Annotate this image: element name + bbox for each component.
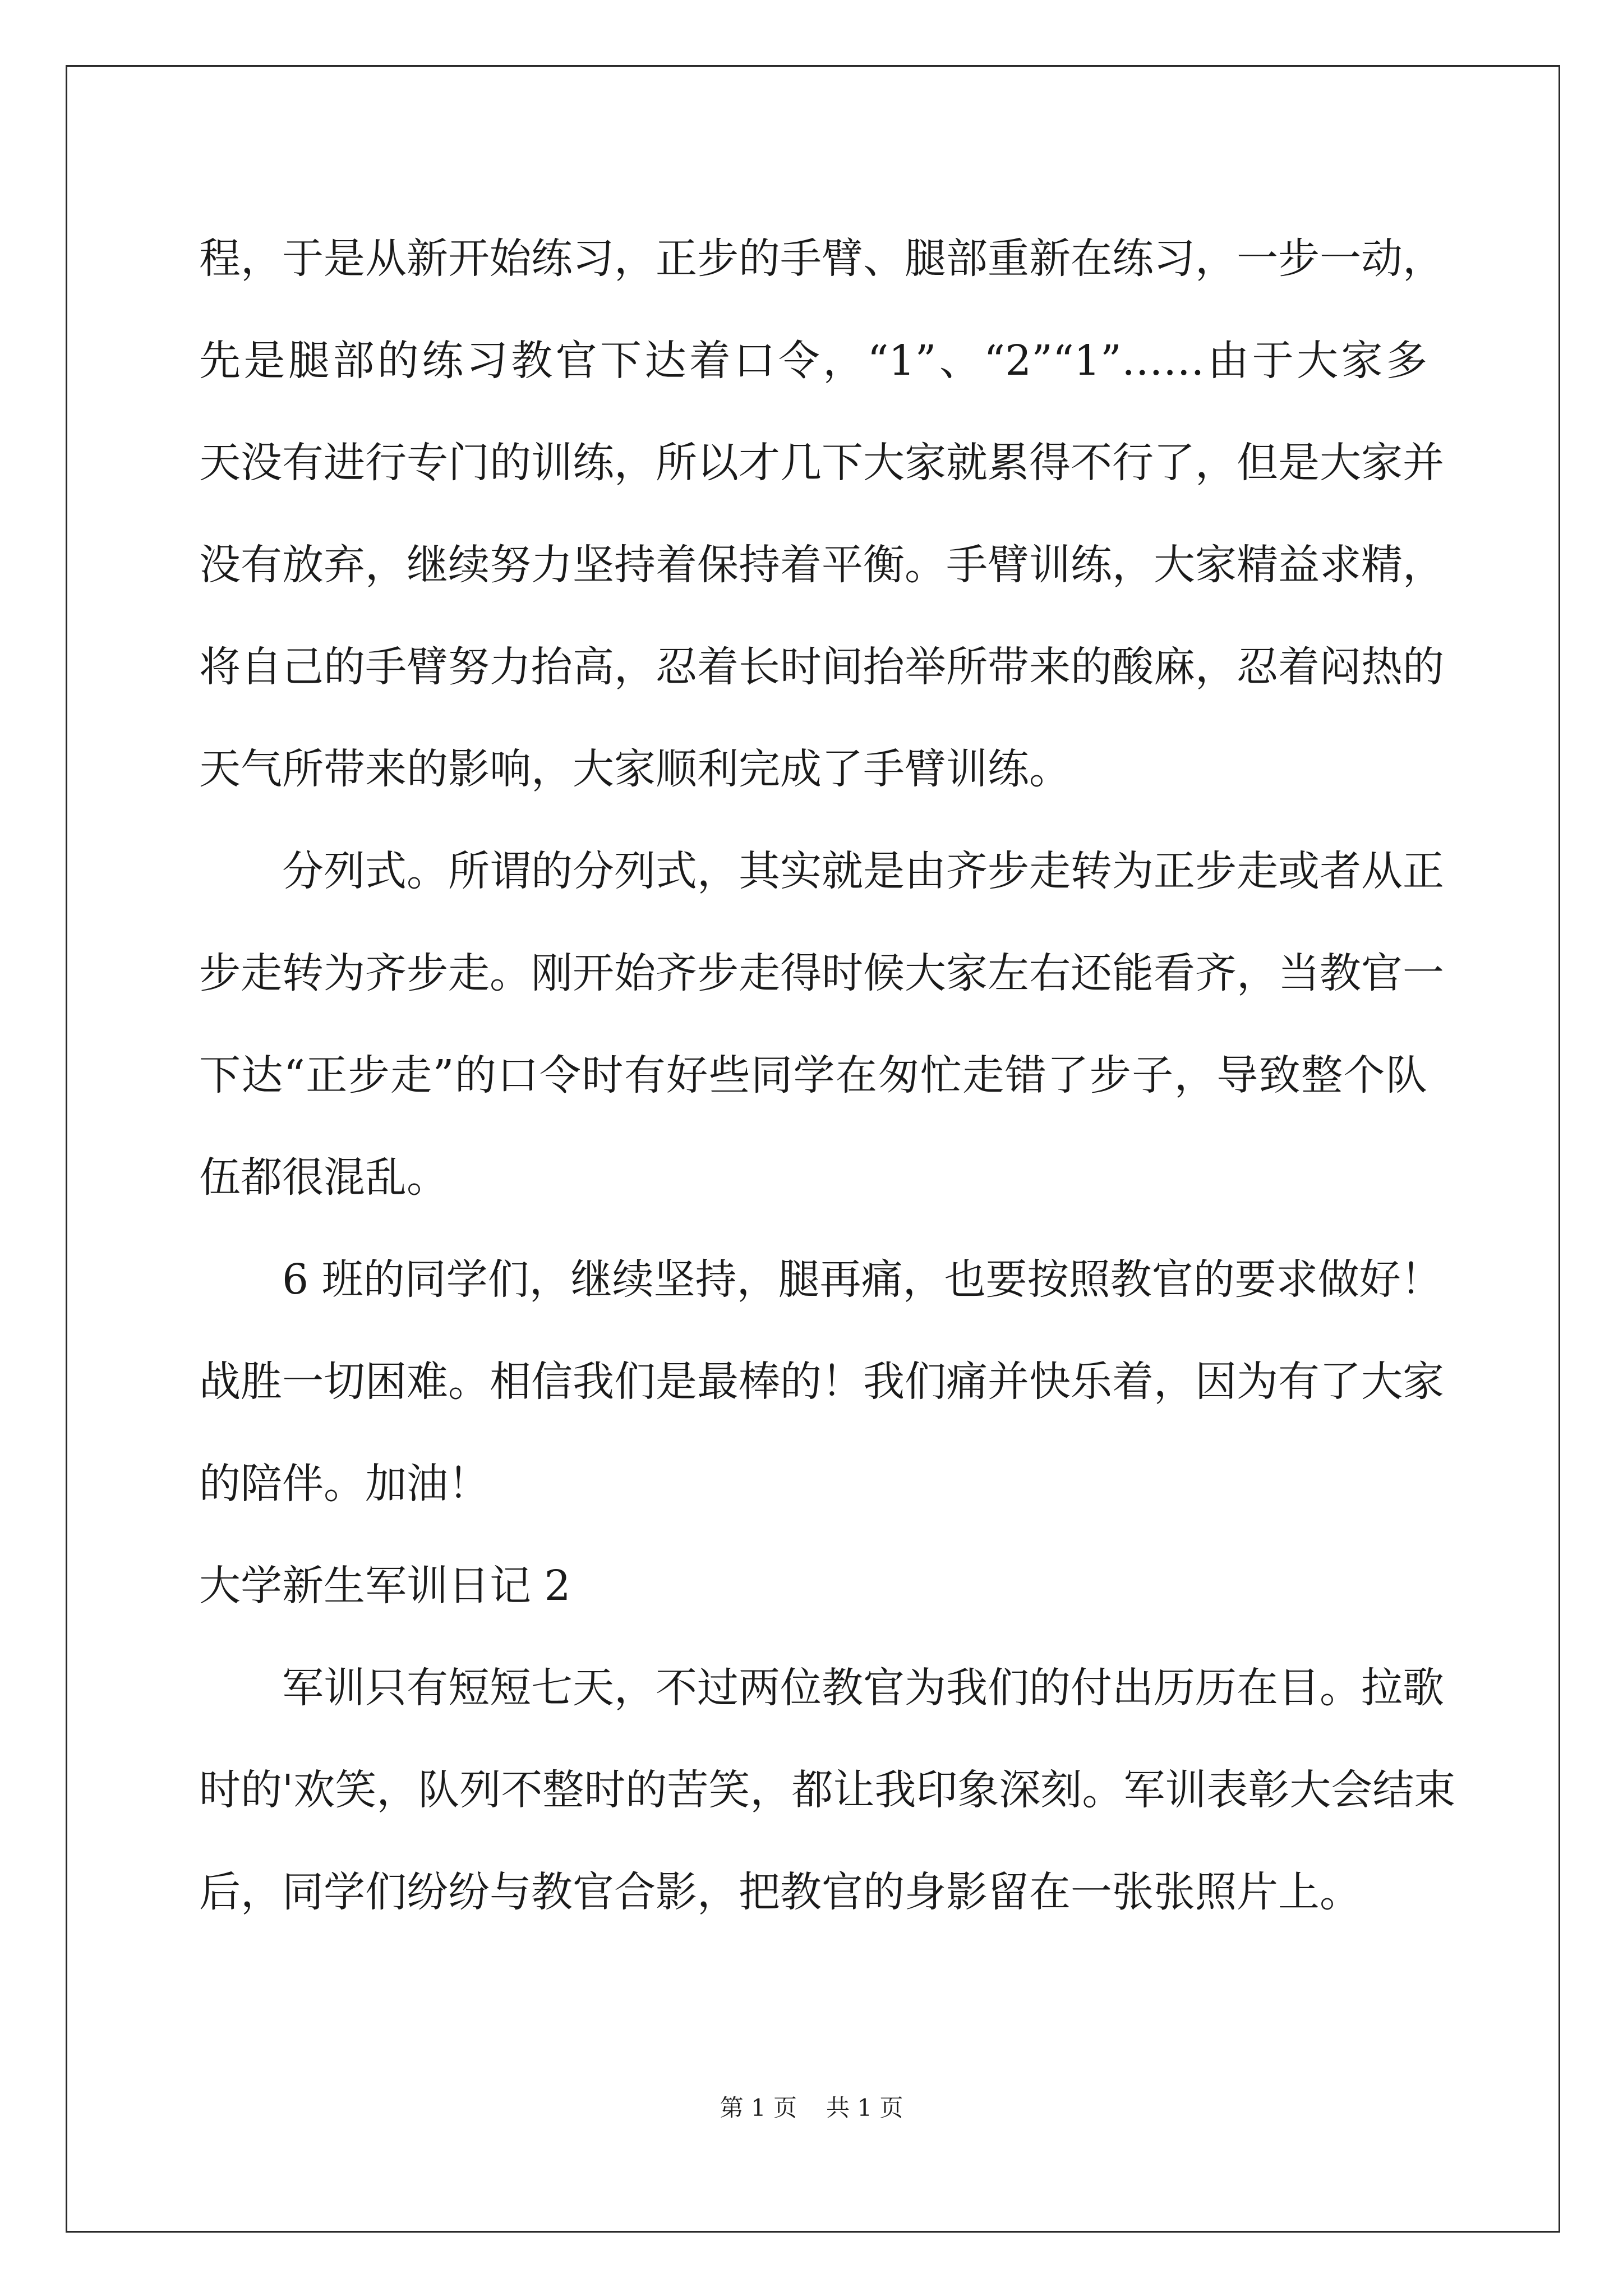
page-number-current: 第 1 页 — [720, 2094, 797, 2122]
text-line: 军训只有短短七天，不过两位教官为我们的付出历历在目。拉歌 — [282, 1664, 1444, 1712]
text-line: 时的'欢笑，队列不整时的苦笑，都让我印象深刻。军训表彰大会结束 — [199, 1766, 1456, 1814]
text-line: 战胜一切困难。相信我们是最棒的！我们痛并快乐着，因为有了大家 — [199, 1358, 1444, 1406]
text-line: 天没有进行专门的训练，所以才几下大家就累得不行了，但是大家并 — [199, 439, 1444, 487]
text-line: 分列式。所谓的分列式，其实就是由齐步走转为正步走或者从正 — [282, 847, 1444, 895]
page-footer — [0, 2090, 1623, 2123]
text-line: 后，同学们纷纷与教官合影，把教官的身影留在一张张照片上。 — [199, 1868, 1361, 1916]
text-line: 没有放弃，继续努力坚持着保持着平衡。手臂训练，大家精益求精， — [199, 541, 1444, 589]
text-line: 先是腿部的练习教官下达着口令，“1”、“2”“1”……由于大家多 — [199, 337, 1427, 385]
document-body — [199, 208, 1456, 1943]
text-line: 下达“正步走”的口令时有好些同学在匆忙走错了步子，导致整个队 — [199, 1051, 1427, 1099]
text-line: 将自己的手臂努力抬高，忍着长时间抬举所带来的酸麻，忍着闷热的 — [199, 643, 1444, 691]
text-line: 程，于是从新开始练习，正步的手臂、腿部重新在练习，一步一动， — [199, 234, 1444, 283]
page-number-total: 共 1 页 — [826, 2094, 903, 2122]
text-line: 的陪伴。加油！ — [199, 1460, 490, 1508]
section-heading: 大学新生军训日记 2 — [199, 1562, 571, 1610]
text-line: 6 班的同学们，继续坚持，腿再痛，也要按照教官的要求做好！ — [282, 1255, 1442, 1304]
text-line: 伍都很混乱。 — [199, 1153, 448, 1202]
text-line: 步走转为齐步走。刚开始齐步走得时候大家左右还能看齐，当教官一 — [199, 949, 1444, 997]
text-line: 天气所带来的影响，大家顺利完成了手臂训练。 — [199, 745, 1071, 793]
